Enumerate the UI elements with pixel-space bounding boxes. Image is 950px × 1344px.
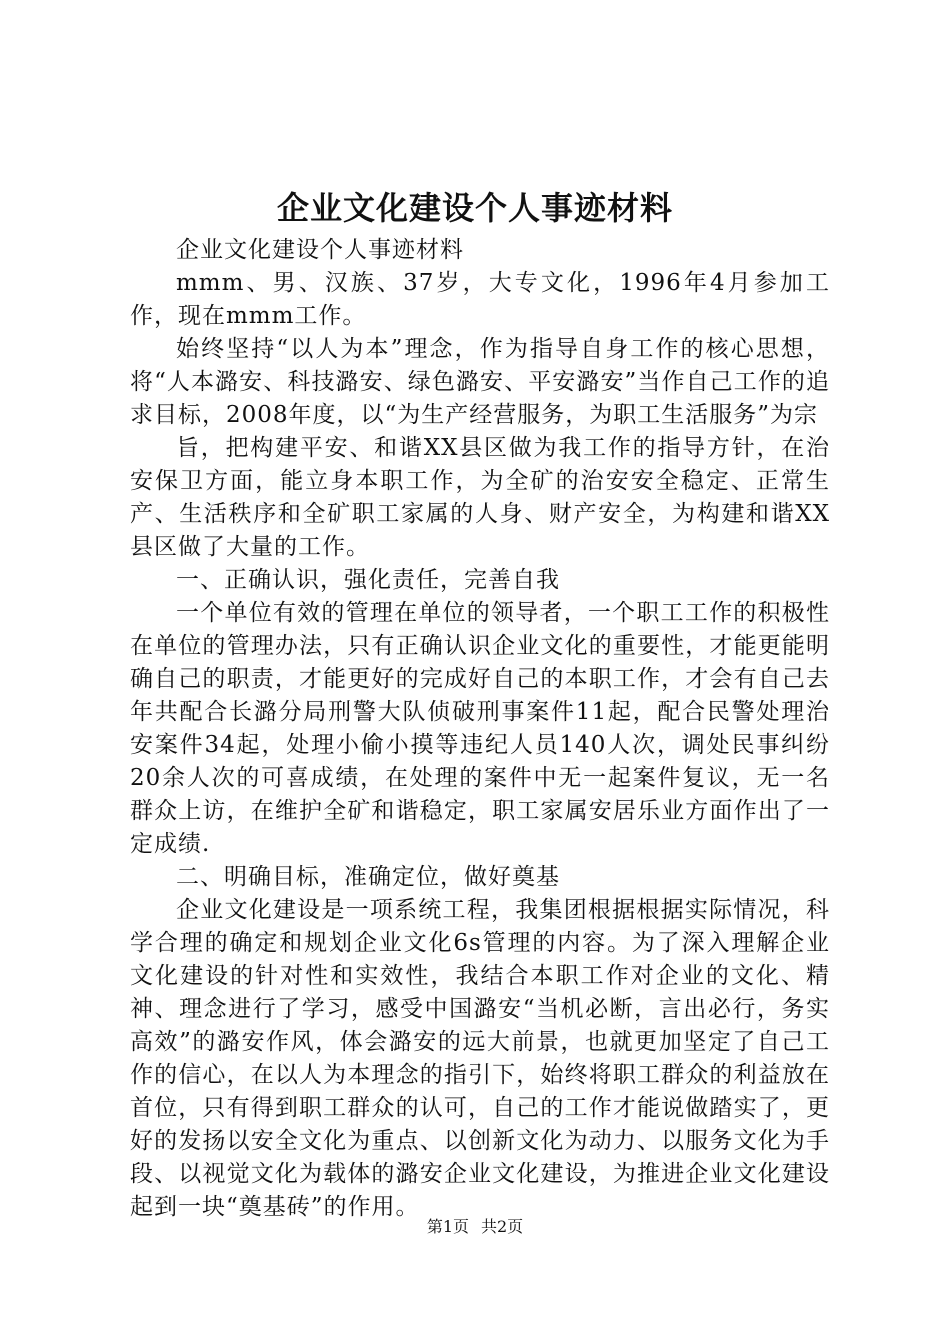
section-heading-2: 二、明确目标，准确定位，做好奠基: [176, 864, 560, 890]
paragraph-personal-info: mmm、男、汉族、37岁，大专文化，1996年4月参加工作，现在mmm工作。: [130, 270, 830, 329]
paragraph-guideline: 旨，把构建平安、和谐XX县区做为我工作的指导方针，在治安保卫方面，能立身本职工作，为全矿的治安安全稳定、正常生产、生活秩序和全矿职工家属的人身、财产安全，为构建和谐XX县区做了大量的工作。: [130, 435, 830, 560]
paragraph-section-2: 企业文化建设是一项系统工程，我集团根据根据实际情况，科学合理的确定和规划企业文化6s管理的内容。为了深入理解企业文化建设的针对性和实效性，我结合本职工作对企业的文化、精神、理念进行了学习，感受中国潞安“当机必断，言出必行，务实高效”的潞安作风，体会潞安的远大前景，也就更加坚定了自己工作的信心，在以人为本理念的指引下，始终将职工群众的利益放在首位，只有得到职工群众的认可，自己的工作才能说做踏实了，更好的发扬以安全文化为重点、以创新文化为动力、以服务文化为手段、以视觉文化为载体的潞安企业文化建设，为推进企业文化建设起到一块“奠基砖”的作用。: [130, 897, 830, 1220]
document-title: 企业文化建设个人事迹材料: [276, 189, 673, 227]
paragraph-subtitle: 企业文化建设个人事迹材料: [176, 237, 464, 263]
page-number: 第1页: [426, 1217, 469, 1236]
page-footer: [0, 1216, 950, 1238]
section-heading-1: 一、正确认识，强化责任，完善自我: [176, 567, 560, 593]
paragraph-philosophy: 始终坚持“以人为本”理念，作为指导自身工作的核心思想，将“人本潞安、科技潞安、绿色潞安、平安潞安”当作自己工作的追求目标，2008年度，以“为生产经营服务，为职工生活服务”为宗: [130, 336, 830, 428]
document-body: [130, 234, 830, 1224]
paragraph-section-1: 一个单位有效的管理在单位的领导者，一个职工工作的积极性在单位的管理办法，只有正确认识企业文化的重要性，才能更能明确自己的职责，才能更好的完成好自己的本职工作，才会有自己去年共配合长潞分局刑警大队侦破刑事案件11起，配合民警处理治安案件34起，处理小偷小摸等违纪人员140人次，调处民事纠纷20余人次的可喜成绩，在处理的案件中无一起案件复议，无一名群众上访，在维护全矿和谐稳定，职工家属安居乐业方面作出了一定成绩.: [130, 600, 830, 857]
page-total: 共2页: [481, 1217, 524, 1236]
